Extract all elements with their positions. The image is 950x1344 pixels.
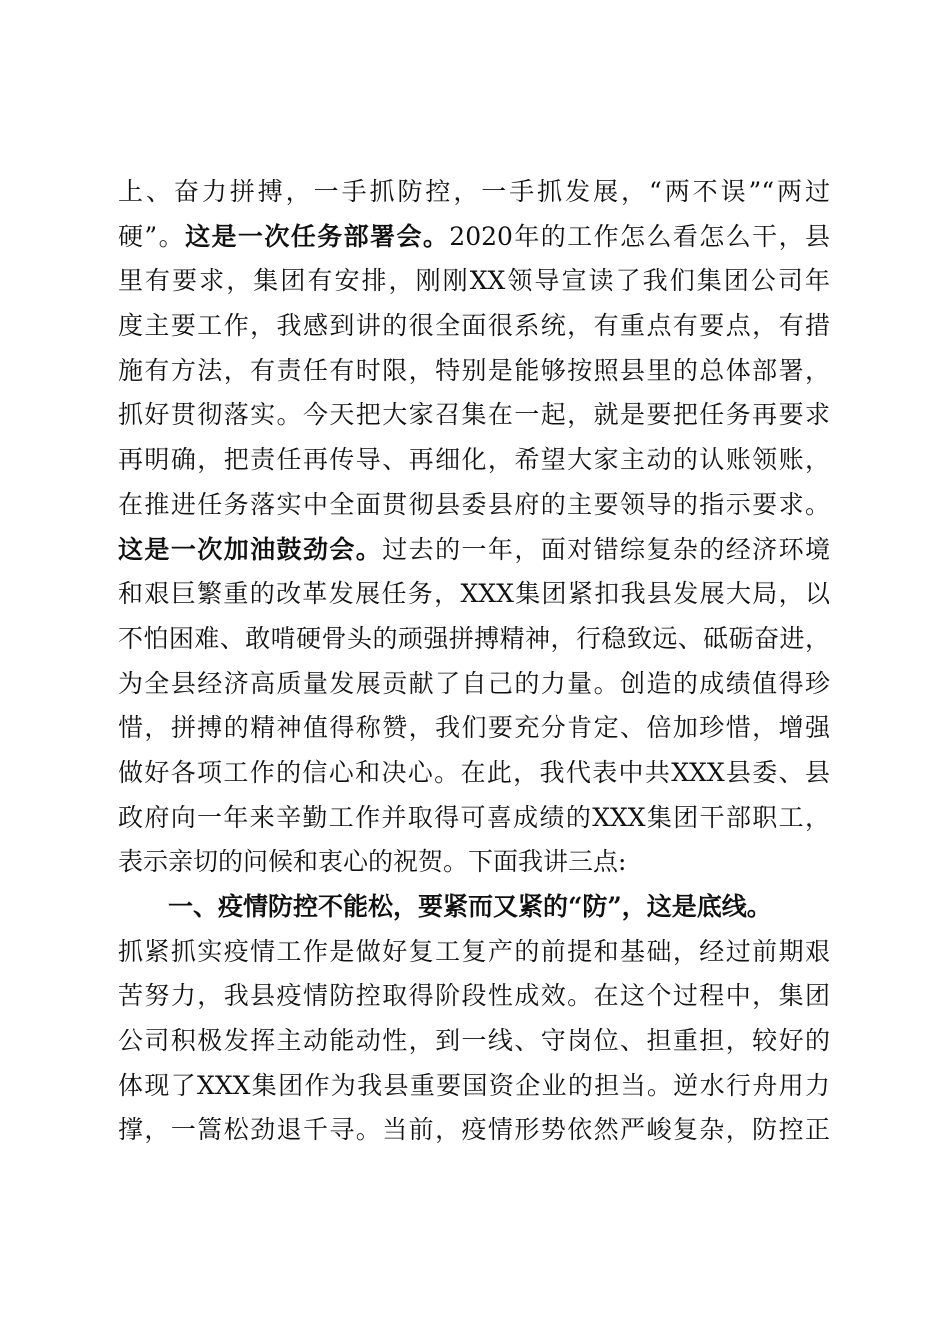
- text-run: 表示亲切的问候和衷心的祝贺。下面我讲三点:: [118, 847, 627, 877]
- text-run: 不怕困难、敢啃硬骨头的顽强拼搏精神，行稳致远、砥砺奋进，: [118, 623, 830, 653]
- text-line: [118, 170, 830, 215]
- text-line: [118, 1019, 830, 1064]
- text-line: [118, 751, 830, 796]
- text-line: [118, 974, 830, 1019]
- section-heading-text: 一、疫情防控不能松，要紧而又紧的“防”，这是底线。: [168, 892, 772, 921]
- text-line: [118, 1108, 830, 1153]
- text-run: 为全县经济高质量发展贡献了自己的力量。创造的成绩值得珍: [118, 668, 830, 698]
- text-line: [118, 483, 830, 528]
- section-heading: [118, 885, 830, 930]
- text-run: 惜，拼搏的精神值得称赞，我们要充分肯定、倍加珍惜，增强: [118, 713, 830, 743]
- text-line: [118, 438, 830, 483]
- text-run: 做好各项工作的信心和决心。在此，我代表中共XXX县委、县: [118, 757, 830, 787]
- text-line: [118, 840, 830, 885]
- text-run: 苦努力，我县疫情防控取得阶段性成效。在这个过程中，集团: [118, 981, 830, 1011]
- text-line: [118, 796, 830, 841]
- text-line: [118, 930, 830, 975]
- text-run: 2020年的工作怎么看怎么干，县: [449, 221, 830, 251]
- text-run: 撑，一篙松劲退千寻。当前，疫情形势依然严峻复杂，防控正: [118, 1115, 830, 1145]
- text-run: 抓好贯彻落实。今天把大家召集在一起，就是要把任务再要求: [118, 400, 830, 430]
- text-run: 硬”。: [118, 221, 186, 251]
- text-run: 施有方法，有责任有时限，特别是能够按照县里的总体部署，: [118, 355, 830, 385]
- text-run: 过去的一年，面对错综复杂的经济环境: [382, 534, 830, 564]
- text-line: [118, 662, 830, 707]
- text-line: [118, 617, 830, 662]
- text-line: [118, 528, 830, 573]
- text-run: 在推进任务落实中全面贯彻县委县府的主要领导的指示要求。: [118, 489, 830, 519]
- text-run: 再明确，把责任再传导、再细化，希望大家主动的认账领账，: [118, 445, 830, 475]
- text-run: 上、奋力拼搏，一手抓防控，一手抓发展，“两不误”“两过: [118, 177, 830, 206]
- text-line: [118, 215, 830, 260]
- text-line: [118, 1064, 830, 1109]
- bold-heading-run: 这是一次任务部署会。: [185, 221, 450, 251]
- text-run: 和艰巨繁重的改革发展任务，XXX集团紧扣我县发展大局，以: [118, 579, 830, 609]
- text-run: 公司积极发挥主动能动性，到一线、守岗位、担重担，较好的: [118, 1026, 830, 1056]
- text-line: [118, 572, 830, 617]
- text-run: 抓紧抓实疫情工作是做好复工复产的前提和基础，经过前期艰: [118, 936, 830, 966]
- text-line: [118, 706, 830, 751]
- text-run: 里有要求，集团有安排，刚刚XX领导宣读了我们集团公司年: [118, 266, 830, 296]
- body-text: [118, 170, 830, 1153]
- text-line: [118, 349, 830, 394]
- text-line: [118, 259, 830, 304]
- bold-heading-run: 这是一次加油鼓劲会。: [118, 534, 383, 564]
- text-run: 度主要工作，我感到讲的很全面很系统，有重点有要点，有措: [118, 311, 830, 341]
- text-line: [118, 304, 830, 349]
- text-line: [118, 393, 830, 438]
- text-run: 体现了XXX集团作为我县重要国资企业的担当。逆水行舟用力: [118, 1070, 830, 1100]
- text-run: 政府向一年来辛勤工作并取得可喜成绩的XXX集团干部职工，: [118, 802, 830, 832]
